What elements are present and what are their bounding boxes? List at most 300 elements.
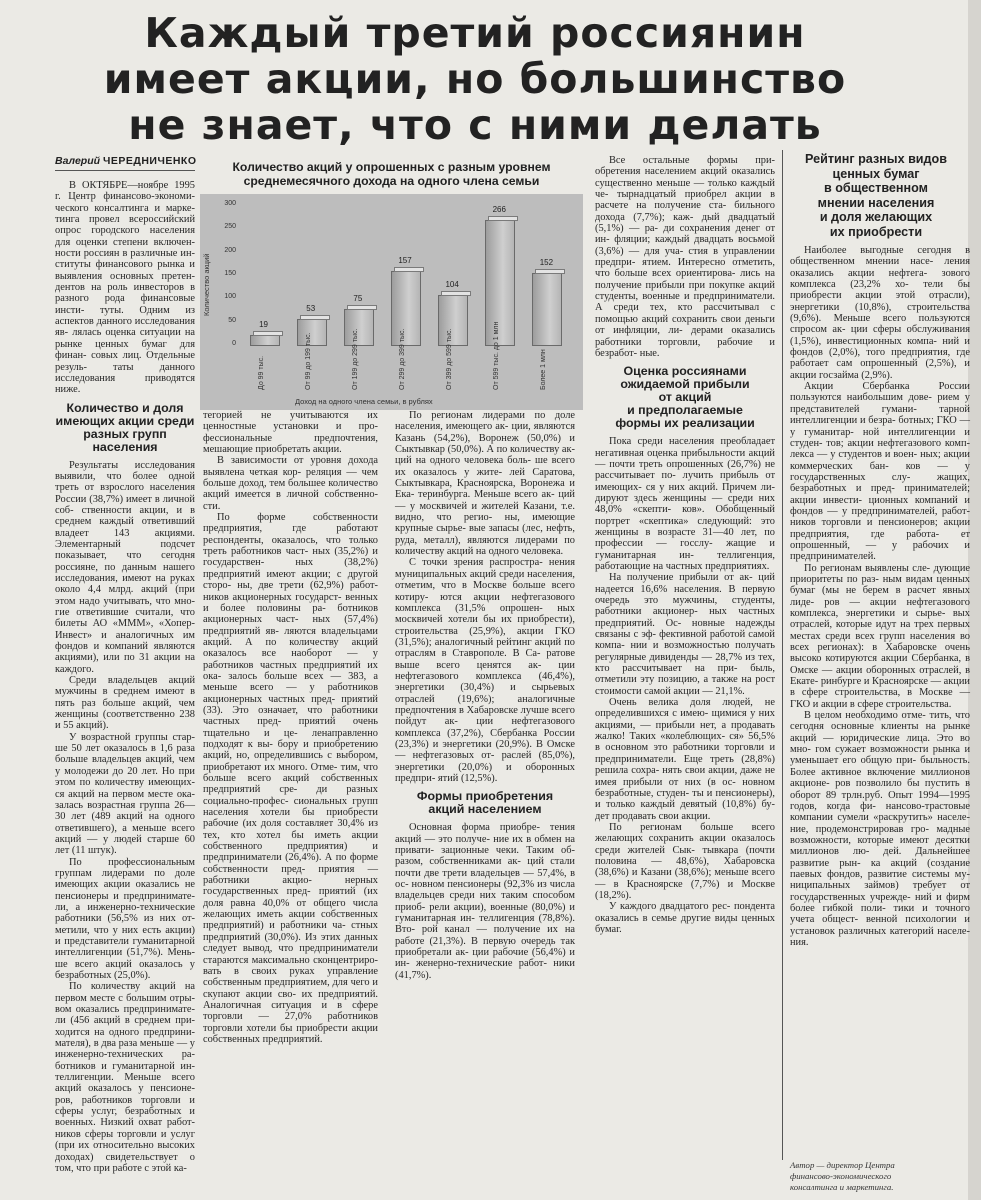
paragraph — [595, 436, 775, 572]
text-line: россияне, по данным нашего — [55, 561, 195, 573]
text-line: от общего числа желающих — [203, 897, 378, 921]
text-line: Москве (18,2%). — [595, 878, 775, 901]
text-line: интеллигенции (51,7%). Мень- — [55, 947, 195, 959]
text-line: всего пользуются спросом ак- — [790, 313, 970, 336]
text-line: стных предприятий (30,0%). — [203, 920, 378, 943]
text-line: пользуются наибольшим дове- — [790, 392, 932, 404]
text-line: больше владельцев акций, чем — [55, 754, 195, 766]
text-line: венной психологии и установок — [790, 914, 970, 937]
text-line: ся» 56,5% в основном — [595, 731, 775, 754]
text-line: от государственных учрежде- — [790, 880, 970, 903]
text-line: Из этих данных следует вывод, — [203, 931, 378, 955]
text-line: разного рода финансовые инсти- — [55, 293, 195, 316]
text-line: По регионам больше всего — [609, 821, 775, 833]
text-line: По профессиональным — [69, 856, 195, 868]
paragraph — [790, 245, 970, 381]
text-line: акций населением — [428, 802, 542, 817]
text-line: ка акций (создание паевых — [790, 857, 970, 880]
text-line: ди разных социально-профес- — [203, 784, 378, 807]
text-line: дируют здесь женщины — — [595, 492, 723, 504]
text-line: них таким способом приоб- — [395, 890, 575, 913]
text-line: лекса — у студентов и воен- — [790, 449, 918, 461]
text-line: среди населения, отметим, что — [395, 568, 575, 592]
text-line: ботников и гуманитарной ин- — [55, 1060, 195, 1072]
text-line: тели бы приобрести акции этой — [790, 279, 971, 302]
text-line: владельцев — 57,4%, в ос- — [395, 867, 575, 891]
article-column-5 — [790, 245, 970, 1155]
paragraph — [203, 512, 378, 1045]
text-line: безработных (25,0%). — [55, 970, 151, 981]
text-line: респонденты, оказалось, что — [203, 534, 341, 546]
text-line: (80,0%) и гуманитарная ин- — [395, 901, 575, 925]
text-line: ности россиян в различные ин- — [55, 248, 195, 260]
text-line: военных. Низкий охват работ- — [55, 1117, 195, 1129]
text-line: ботных; ГКО — у гуманитар- — [790, 415, 970, 438]
paragraph — [55, 857, 195, 982]
text-line: консалтинга и маркетинга. — [790, 1182, 894, 1192]
chart-title — [200, 160, 583, 188]
article-column-1 — [55, 180, 195, 1174]
text-line: не определившихся с имею- — [595, 697, 775, 720]
text-line: дентов на роль инвесторов в — [55, 282, 195, 294]
chart-bar-top — [347, 305, 377, 310]
text-line: что предприниматели стараются — [203, 943, 378, 966]
text-line: фляции; каждый двадцать — [614, 234, 734, 246]
text-line: работники (56,5% из них от- — [55, 913, 195, 925]
text-line: ственности акции, и в среднем — [55, 504, 195, 528]
text-line: По форме собственности — [217, 512, 378, 524]
text-line: предприниматели (26,4%). А — [203, 852, 333, 864]
text-line: приятий очень тщательно и це- — [203, 716, 378, 739]
text-line: теллигенции. Меньше всего — [55, 1072, 195, 1084]
text-line: тим, что больше всего акций — [203, 761, 379, 784]
headline-line: не знает, что с ними делать — [128, 101, 822, 149]
text-line: пенсионеры и предпринимате- — [55, 890, 195, 902]
text-line: ров, работников торговли и — [55, 1094, 195, 1106]
text-line: В ОКТЯБРЕ—ноябре 1995 — [69, 180, 195, 191]
text-line: ценностные установки и про- — [203, 421, 378, 433]
text-line: ли, а инженерно-технические — [55, 901, 195, 913]
text-line: (их доля составляет 30,4% из — [242, 818, 378, 830]
text-line: ний и фирм более гибкой поли- — [790, 891, 970, 914]
text-line: у молодежи до 20 лет. Но при — [55, 765, 195, 777]
text-line: из тех, кто рассчитывает на при- — [595, 651, 775, 675]
chart-category-label: От 199 до 299 тыс. — [351, 328, 359, 390]
text-line: быльность. Более активное — [790, 755, 970, 778]
chart-data-label: 152 — [539, 258, 554, 268]
paragraph — [595, 697, 775, 822]
text-line: предприятий) и работники ча- — [203, 920, 346, 932]
chart-title-line: Количество акций у опрошенных с разным уровнем — [232, 160, 551, 174]
text-line: регионах): в Хабаровске очень — [817, 642, 970, 654]
text-line: рынке ценных бумаг для финан- — [55, 338, 195, 362]
text-line: сумели «раскрутить» населе- — [837, 812, 970, 824]
text-line: прибыли нет, а продавать — [655, 719, 775, 731]
text-line: ций — у москвичей и жителей — [395, 489, 575, 512]
text-line: залась возрастная группа 26— — [55, 799, 195, 811]
text-line: — в Красноярске (7,7%) и — [595, 878, 734, 890]
chart-category-label: Более 1 млн — [540, 349, 548, 390]
text-line: хотели бы приобрести акции — [246, 1022, 378, 1034]
text-line: тить, что сегодня основные — [790, 710, 970, 733]
text-line: собственных предприятий. — [203, 1033, 323, 1045]
text-line: г. Центр финансово-экономи- — [55, 191, 195, 203]
text-line: акциями), или по 31 акции на — [55, 652, 195, 664]
chart-bar-top — [394, 267, 424, 272]
text-line: торговли, рабочие и безработ- — [595, 336, 775, 359]
paragraph — [595, 822, 775, 901]
text-line: вом оказались предпринимате- — [55, 1004, 195, 1016]
text-line: нерных государственных пред- — [203, 875, 378, 898]
text-line: ятий (12,5%). — [437, 773, 498, 784]
subheading — [55, 402, 195, 454]
text-line: разом, собственниками ак- — [395, 856, 521, 868]
text-line: имеют десятки миллионов лю- — [790, 834, 970, 858]
paragraph — [395, 822, 575, 981]
text-line: ситуация и в сфере торговли — [203, 999, 378, 1023]
text-line: мателя), в два раза меньше — — [55, 1038, 188, 1050]
subheading — [595, 365, 775, 430]
y-tick-label: 300 — [224, 200, 236, 207]
text-line: гом сужает возможности рынка — [815, 744, 961, 756]
text-line: ников акционерных государст- — [203, 591, 342, 603]
text-line: этом надо учитывать, что мно- — [55, 595, 195, 607]
text-line: тов; акции нефтегазового комп- — [826, 437, 970, 449]
text-line: Результаты исследования — [69, 459, 195, 471]
text-line: ций на одного человека боль- — [395, 455, 531, 467]
text-line: ботников акционерных част- — [203, 602, 378, 626]
text-line: туты. Одним из аспектов — [55, 304, 195, 328]
text-line: ных (38,2%) предприятий — [203, 557, 378, 580]
text-line: акций оказалось у пенсионе- — [55, 1083, 195, 1095]
text-line: отрасли), энергетики (10,8%), — [790, 290, 970, 313]
text-line: женщины в возрасте 31—40 — [595, 526, 734, 538]
text-line: ников торговли и пенсионеров; — [790, 517, 938, 529]
text-line: но, определившись с выбором, — [236, 750, 378, 762]
chart-x-axis-label: Доход на одного члена семьи, в рублях — [295, 397, 433, 406]
text-line: Москве — ГКО и акции в — [790, 687, 970, 710]
text-line: совых лиц. Отдельные резуль- — [55, 350, 195, 373]
text-line: фессиональные предпочтения, — [203, 432, 378, 444]
text-line: (25,9%), акции ГКО (31,5%); — [395, 625, 575, 648]
text-line: щимися у них акциями, — — [595, 708, 775, 731]
text-line: ных; акции коммерческих бан- — [790, 449, 970, 472]
text-line: отраслям в Ставрополе. В Са- — [395, 648, 541, 660]
text-line: ции нефтегазового комплекса — [395, 716, 575, 739]
chart-bar-top — [253, 331, 283, 336]
text-line: ше всего их оказалось у жите- — [395, 455, 575, 478]
text-line: по количеству акций оказалось — [203, 636, 378, 660]
text-line: пондента оказались в семье — [595, 901, 775, 924]
text-line: тем большее количество акций — [203, 478, 378, 501]
chart-category-label: До 99 тыс. — [257, 355, 265, 390]
text-line: преобладает негативная — [595, 436, 775, 459]
text-line: каждый девятый (10,8%) бу- — [640, 799, 775, 811]
text-line: лет (11 штук). — [55, 845, 117, 857]
text-line: Количество и доля — [66, 400, 184, 415]
text-line: предпринимателей. — [790, 551, 876, 563]
text-line: частных предприятий их ока- — [203, 659, 378, 682]
text-line: по форме собственности пред- — [203, 852, 378, 875]
headline-line: Каждый третий россиянин — [144, 9, 806, 57]
text-line: тывкара (почти половина — — [595, 844, 775, 867]
text-line: регулярные дивиденды — 28,7% — [595, 651, 743, 663]
text-line: ринбурге и Красноярске — — [820, 676, 941, 688]
text-line: По регионам лидерами по — [409, 410, 546, 421]
text-line: опрос городского населения — [55, 225, 195, 237]
text-line: вать в своих руках управление — [203, 965, 378, 977]
text-line: Рейтинг разных видов — [805, 152, 947, 166]
text-line: вые запасы (лес, нефть, руда, — [395, 523, 575, 546]
text-line: высоко котируются акции — [790, 653, 908, 665]
y-tick-label: 100 — [224, 293, 236, 301]
text-line: — почти треть опрошенных — [595, 458, 724, 470]
text-line: лялась оценка ситуации на — [72, 327, 195, 339]
text-line: ков». Обобщенный портрет — [595, 504, 775, 527]
text-line: ответившего), а меньше всего — [55, 822, 195, 834]
text-line: женщины (соответственно 238 — [55, 709, 195, 721]
text-line: теллигенция (78,8%). Вто- — [395, 913, 575, 936]
text-line: ституты финансового рынка и — [55, 259, 195, 271]
text-line: ходится на одного предприни- — [55, 1026, 195, 1038]
text-line: теллигенция, работающие на — [595, 549, 775, 572]
text-line: имеющих акции оказались не — [55, 879, 195, 891]
paragraph — [790, 563, 970, 710]
text-line: при покупке акций студенты, — [595, 279, 775, 303]
text-line: в расчете на получение ста- — [595, 189, 775, 212]
text-line: С точки зрения распростра- — [409, 557, 543, 569]
text-line: В первую очередь это мужчины, — [595, 583, 775, 606]
text-line: вых отраслей, которые идут — [790, 608, 970, 631]
text-line: ции сферы обслуживания — [850, 324, 970, 336]
text-line: от акций — [658, 390, 712, 405]
text-line: ния. — [790, 936, 809, 948]
text-line: клиенты на рынке акций — — [790, 721, 970, 744]
text-line: ров — акции нефтегазового — [824, 596, 970, 608]
text-line: раслей (85,0%), энергетики — [395, 750, 575, 773]
text-line: человека. — [521, 546, 564, 558]
text-line: ся у них акций. Причем ли- — [645, 481, 775, 493]
text-line: имеющих акции среди — [55, 413, 195, 428]
text-line: комплекса (31,5% опрошен- — [395, 602, 543, 614]
text-line: венных и более половины ра- — [203, 591, 378, 614]
text-line: оказалось среди жителей Сык- — [595, 833, 775, 856]
text-line: и 55 акций). — [55, 720, 109, 732]
text-line: доходах) свидетельствует о — [55, 1151, 195, 1163]
text-line: ции, являются Казань (54,2%), — [395, 421, 575, 444]
chart-bar-top — [488, 216, 518, 221]
text-line: и представители гуманитарной — [55, 935, 195, 947]
text-line: их приобрести — [829, 224, 923, 239]
text-line: ции нефтегазового комплекса — [395, 659, 575, 682]
text-line: оценка прибыльности акций — [647, 447, 775, 459]
text-line: показывает, что сегодня — [55, 550, 195, 562]
paragraph — [55, 675, 195, 732]
chart-category-label: От 299 до 399 тыс. — [399, 328, 406, 390]
text-line: лучить прибыль от имеющих- — [595, 470, 775, 493]
text-line: теринбурга. Меньше всего ак- — [418, 489, 555, 501]
text-line: жалко! Таких «колеблющих- — [595, 731, 726, 743]
text-line: опрошенный (2,5%), и акции — [790, 358, 970, 381]
text-line: Воронеж (50,0%) и Сыктывкар — [395, 432, 575, 456]
text-line: пять раз больше акций, чем — [55, 697, 195, 709]
text-line: ных (57,4%) предприятий яв- — [203, 614, 378, 637]
y-tick-label: 0 — [232, 340, 236, 347]
text-line: (37,2%), Сбербанка России — [447, 727, 575, 739]
text-line: В зависимости от уровня — [217, 455, 342, 467]
headline-line: имеет акции, но большинство — [103, 55, 847, 103]
paragraph — [55, 732, 195, 857]
text-line: Хабаровске лучше всего пойдут ак- — [395, 704, 575, 728]
text-line: нансово-трастовые компании — [790, 800, 970, 824]
text-line: ным видам ценных бумаг (мы — [790, 573, 970, 597]
paragraph — [790, 381, 970, 563]
text-line: их предприятий. Аналогичная — [203, 988, 378, 1011]
text-line: очередь так приобретали ак- — [395, 935, 575, 959]
text-line: дет продавать свои акции. — [595, 810, 711, 822]
text-line: ров позволило бы пустить в — [835, 778, 970, 790]
chart-data-label: 157 — [398, 255, 412, 265]
text-line: ны, две трети (62,9%) работ- — [237, 580, 379, 592]
text-line: тинга провел всероссийский — [55, 214, 195, 226]
text-line: собственных предприятий сре- — [203, 773, 378, 796]
text-line: треть (28,8%) решила сохра- — [595, 753, 775, 777]
text-line: предприятия, где работает сам — [790, 347, 970, 370]
text-line: желающих сохранить акции — [595, 833, 726, 845]
text-line: стия в управлении предпри- — [595, 245, 775, 269]
article-column-3 — [395, 410, 575, 1060]
paragraph — [395, 410, 575, 557]
paragraph — [595, 572, 775, 697]
text-line: акционерных частных пред- — [203, 693, 336, 705]
chart-title-line: среднемесячного дохода на одного члена семьи — [243, 174, 540, 188]
text-line: ний и фондов (2,0%), того — [790, 335, 970, 359]
text-line: ше всего акций оказалось у — [55, 958, 195, 970]
text-line: В целом необходимо отме- — [804, 710, 926, 722]
text-line: ляются владельцами акций. А — [203, 625, 378, 648]
text-line: выявили, что более одной треть — [55, 470, 195, 494]
text-line: ления оказались акции нефтега- — [790, 256, 970, 279]
text-line: на трех первых местах среди — [790, 619, 970, 642]
text-line: Формы приобретения — [416, 789, 554, 804]
chart-data-label: 75 — [353, 294, 363, 303]
chart-bar — [438, 295, 468, 346]
author-last-name: ЧЕРЕДНИЧЕНКО — [102, 155, 197, 167]
text-line: из числа владельцев среди — [395, 879, 575, 902]
text-line: Инвест» и аналогичных им — [55, 629, 195, 641]
text-line: фондов, развитие системы му- — [827, 868, 970, 880]
text-line: На получение прибыли от ак- — [609, 572, 753, 584]
text-line: ся акций на первом месте ока- — [55, 788, 195, 800]
text-line: тырнадцатый приобрел акции — [616, 189, 762, 201]
y-tick-label: 150 — [224, 270, 236, 277]
text-line: другие виды ценных бумаг. — [595, 912, 775, 935]
text-line: Казани (38,6%); меньше всего — [640, 867, 775, 879]
paragraph — [203, 410, 378, 455]
text-line: хотели бы приобрести рабочие — [203, 807, 378, 830]
text-line: Пока среди населения — [609, 436, 715, 448]
text-line: рой канал — получение их — [421, 924, 558, 936]
author-byline — [55, 155, 197, 167]
text-line: мнении населения — [817, 195, 935, 210]
text-line: на работе (21,3%). В первую — [395, 924, 575, 947]
chart-category-label: От 399 до 599 тыс. — [446, 328, 454, 390]
text-line: ных (35,2%) и государствен- — [203, 546, 378, 569]
text-line: различных категорий населе- — [838, 925, 970, 937]
text-line: 48,6%), Хабаровска (38,6%) и — [595, 855, 775, 879]
text-line: фективной работой самой компа- — [595, 629, 775, 652]
text-line: меньше — только каждый че- — [595, 177, 775, 201]
text-line: дующие приоритеты по раз- — [790, 562, 970, 585]
text-line: с помощью акций сохранить — [595, 302, 775, 325]
text-line: всех групп населения во всех — [790, 630, 970, 654]
text-line: том, что при работе с этой ка- — [55, 1162, 187, 1174]
text-line: ние, продемонстрировав гро- — [790, 823, 929, 835]
text-line: «скептика» следующий: это — [638, 515, 775, 527]
text-line: доле населения, имеющего ак- — [395, 410, 575, 433]
text-line: и уменьшает его общую при- — [790, 744, 970, 767]
text-line: (26,7%) не рассчитывает по- — [595, 458, 775, 482]
text-line: ков — у государственных слу- — [790, 460, 970, 483]
text-line: реляция — чем больше доход, — [203, 466, 379, 490]
sidebar-title — [778, 152, 974, 240]
text-line: что больше всех ориентирова- — [595, 268, 736, 280]
text-line: ционных компаний и фондов — [790, 494, 970, 517]
text-line: приводятся ниже. — [55, 372, 195, 396]
y-tick-label: 250 — [224, 223, 236, 231]
text-line: ратове выше всего ценятся ак- — [395, 648, 575, 671]
text-line: новном безработные, студен- — [595, 776, 775, 799]
text-line: принимателей; акции инвести- — [790, 483, 970, 506]
text-line: строительства (9,6%). Меньше — [790, 301, 970, 325]
text-line: Среди владельцев акций — [69, 675, 195, 687]
text-line: для чего и скупают акции сво- — [203, 977, 378, 1000]
text-line: и предполагаемые — [627, 403, 743, 418]
text-line: ции рабочие (56,4%) и ин- — [395, 947, 575, 970]
article-column-4 — [595, 155, 775, 1055]
column-divider — [782, 150, 783, 1160]
text-line: акции предприятия, где работа- — [790, 517, 970, 540]
text-line: (46,4%), энергетики (30,4%) и — [395, 670, 575, 694]
text-line: (50,0%). А по количеству ак- — [447, 444, 576, 456]
chart-category-label: От 99 до 199 тыс. — [304, 332, 312, 390]
text-line: металл), являются лидерами — [423, 534, 558, 546]
chart-bar — [391, 271, 421, 346]
text-line: лет, по профессии — госслу- — [595, 526, 775, 550]
text-line: ны, имеющие крупные сырье- — [395, 512, 575, 535]
text-line: мужчины в среднем имеют в — [55, 686, 195, 698]
text-line: среди них 48,0% «скепти- — [595, 492, 775, 516]
article-column-2 — [203, 410, 378, 1060]
author-first-name: Валерий — [55, 155, 101, 167]
text-line: аналогичные предпочтения в — [395, 693, 575, 716]
text-line: ние их в обмен на привати- — [395, 833, 575, 857]
text-line: в Москве больше всего котиру- — [395, 580, 575, 603]
text-line: Очень велика доля людей, — [609, 697, 753, 709]
text-line: бильного дохода (7,7%); каж- — [595, 200, 775, 223]
paragraph — [595, 901, 775, 935]
chart-bar — [485, 220, 515, 346]
text-line: фондов и компаний являются — [55, 641, 195, 653]
text-line: быль, отметили эту позицию, а — [595, 663, 775, 686]
text-line: ных москвичей хотели бы их — [395, 602, 575, 626]
text-line: А среди тех, кто рассчитывал — [595, 302, 760, 314]
text-line: Все остальные формы при- — [609, 155, 775, 166]
text-line: комплекса, энергетики и сырье- — [790, 608, 946, 619]
text-line: ленаправленно подходят к вы- — [203, 727, 378, 750]
subheading — [395, 790, 575, 816]
headline — [60, 10, 890, 148]
